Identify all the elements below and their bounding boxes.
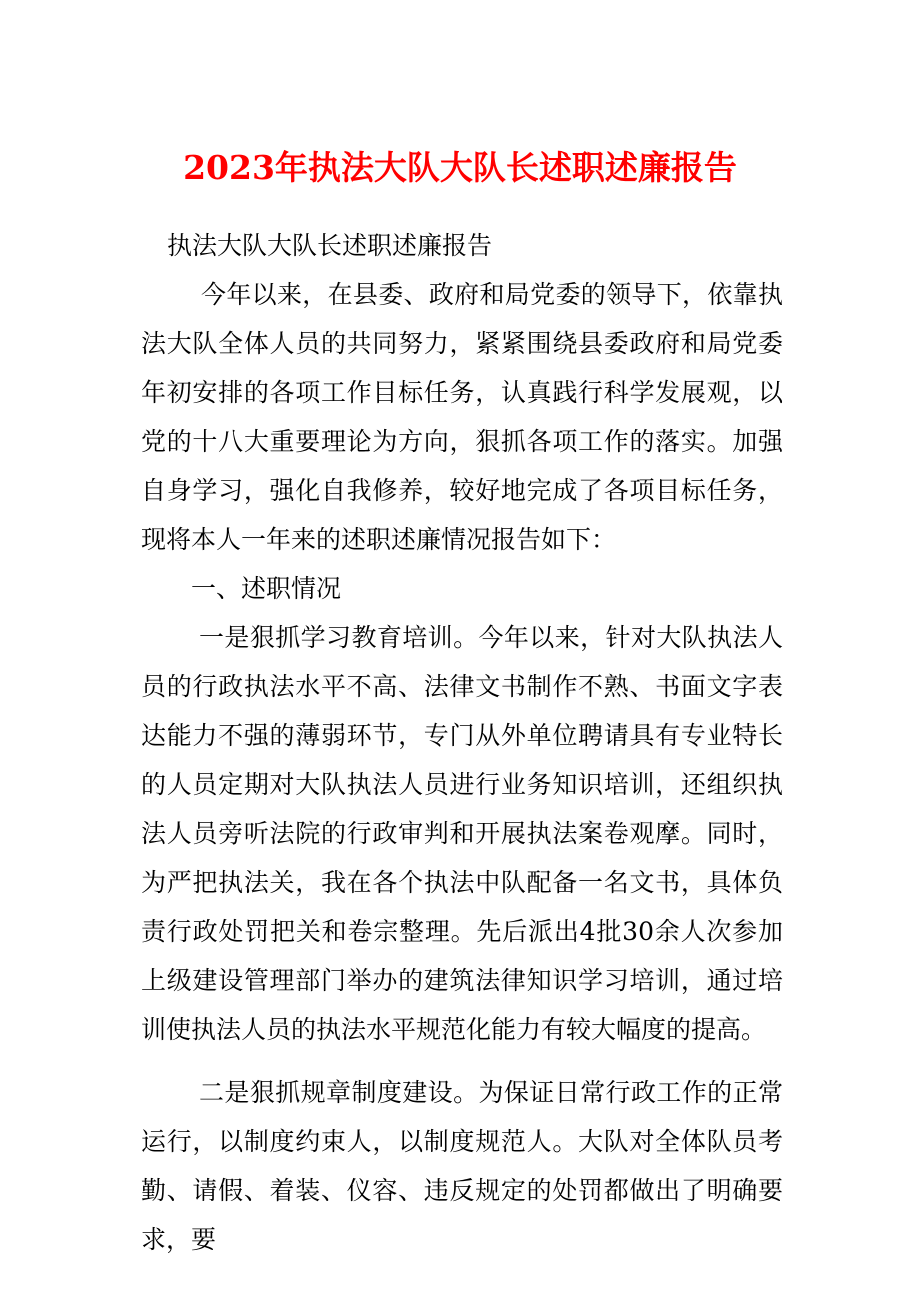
document-title: 2023年执法大队大队长述职述廉报告 (183, 148, 737, 187)
section-paragraph-1: 一是狠抓学习教育培训。今年以来，针对大队执法人员的行政执法水平不高、法律文书制作不熟、书面文字表达能力不强的薄弱环节，专门从外单位聘请具有专业特长的人员定期对大队执法人员进行业务知识培训，还组织执法人员旁听法院的行政审判和开展执法案卷观摩。同时，为严把执法关，我在各个执法中队配备一名文书，具体负责行政处罚把关和卷宗整理。先后派出4批30余人次参加上级建设管理部门举办的建筑法律知识学习培训，通过培训使执法人员的执法水平规范化能力有较大幅度的提高。 (141, 623, 783, 1044)
document-subtitle: 执法大队大队长述职述廉报告 (167, 231, 493, 260)
intro-paragraph: 今年以来，在县委、政府和局党委的领导下，依靠执法大队全体人员的共同努力，紧紧围绕县委政府和局党委年初安排的各项工作目标任务，认真践行科学发展观，以党的十八大重要理论为方向，狠抓各项工作的落实。加强自身学习，强化自我修养，较好地完成了各项目标任务，现将本人一年来的述职述廉情况报告如下： (141, 280, 783, 554)
document-body (141, 221, 783, 1264)
section-heading: 一、述职情况 (191, 574, 342, 603)
section-paragraph-2: 二是狠抓规章制度建设。为保证日常行政工作的正常运行，以制度约束人，以制度规范人。大队对全体队员考勤、请假、着装、仪容、违反规定的处罚都做出了明确要求，要 (141, 1078, 783, 1254)
